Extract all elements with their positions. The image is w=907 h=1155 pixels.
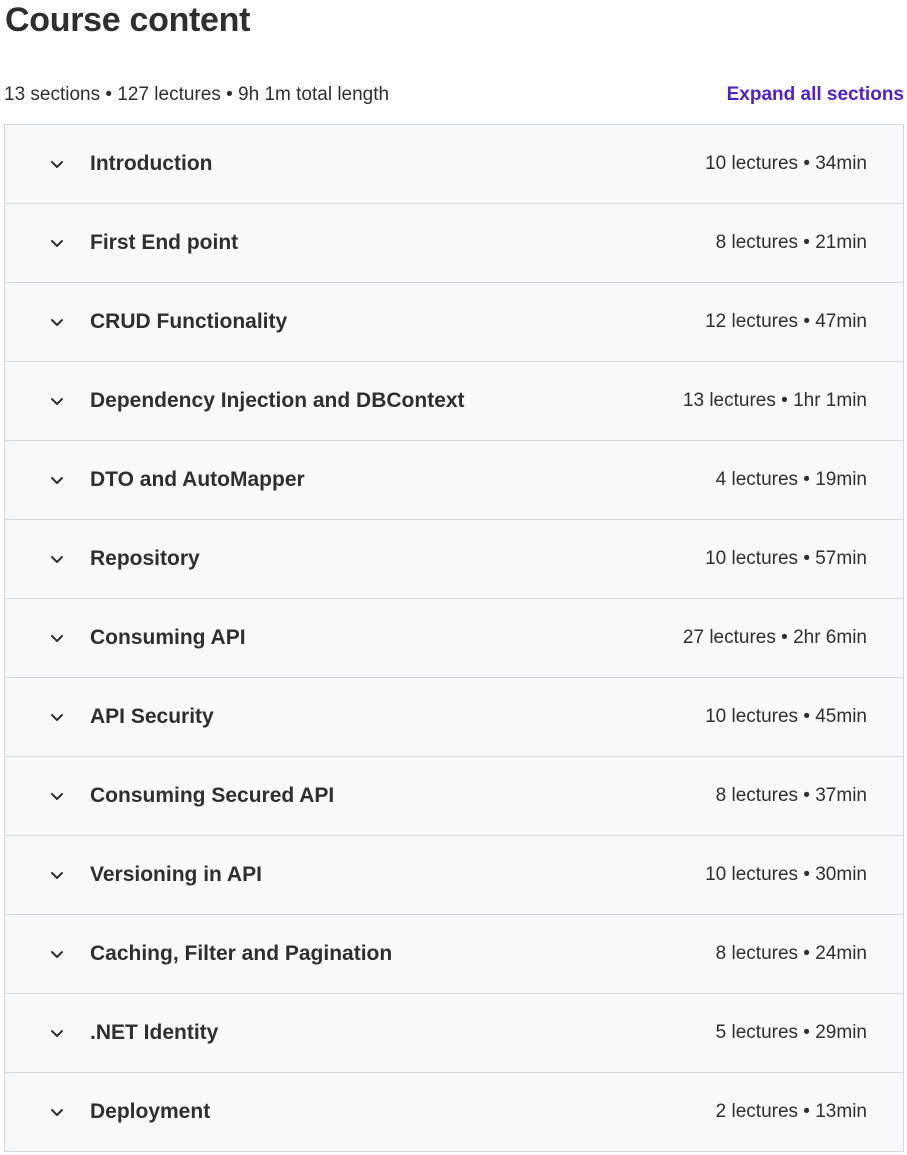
section-meta: 10 lectures • 34min [705, 153, 867, 174]
section-title: .NET Identity [90, 1021, 219, 1044]
section-row-dependency-injection[interactable] [5, 362, 903, 441]
section-row-dto-automapper[interactable] [5, 441, 903, 520]
section-row-caching-filter-pagination[interactable] [5, 915, 903, 994]
section-meta: 10 lectures • 57min [705, 548, 867, 569]
section-row-repository[interactable] [5, 520, 903, 599]
section-meta: 5 lectures • 29min [715, 1022, 867, 1043]
page-title: Course content [5, 1, 251, 39]
course-summary-text: 13 sections • 127 lectures • 9h 1m total length [4, 84, 390, 105]
section-meta: 10 lectures • 30min [705, 864, 867, 885]
section-meta: 8 lectures • 24min [715, 943, 867, 964]
chevron-down-icon [49, 788, 65, 804]
section-row-consuming-api[interactable] [5, 599, 903, 678]
section-list [4, 124, 904, 1152]
section-title: CRUD Functionality [90, 310, 288, 333]
chevron-down-icon [49, 867, 65, 883]
chevron-down-icon [49, 156, 65, 172]
section-meta: 12 lectures • 47min [705, 311, 867, 332]
chevron-down-icon [49, 1025, 65, 1041]
chevron-down-icon [49, 314, 65, 330]
section-title: First End point [90, 231, 239, 254]
section-title: API Security [90, 705, 214, 728]
section-row-net-identity[interactable] [5, 994, 903, 1073]
section-meta: 10 lectures • 45min [705, 706, 867, 727]
section-title: DTO and AutoMapper [90, 468, 305, 491]
section-row-introduction[interactable] [5, 125, 903, 204]
section-row-api-security[interactable] [5, 678, 903, 757]
section-meta: 27 lectures • 2hr 6min [682, 627, 867, 648]
section-meta: 8 lectures • 37min [715, 785, 867, 806]
chevron-down-icon [49, 235, 65, 251]
section-meta: 4 lectures • 19min [715, 469, 867, 490]
section-title: Consuming API [90, 626, 246, 649]
section-meta: 2 lectures • 13min [715, 1101, 867, 1122]
section-title: Consuming Secured API [90, 784, 335, 807]
chevron-down-icon [49, 393, 65, 409]
chevron-down-icon [49, 551, 65, 567]
section-row-consuming-secured-api[interactable] [5, 757, 903, 836]
section-title: Deployment [90, 1100, 211, 1123]
section-title: Dependency Injection and DBContext [90, 389, 465, 412]
chevron-down-icon [49, 946, 65, 962]
section-title: Introduction [90, 152, 213, 175]
section-row-crud-functionality[interactable] [5, 283, 903, 362]
section-meta: 13 lectures • 1hr 1min [682, 390, 867, 411]
section-row-versioning-in-api[interactable] [5, 836, 903, 915]
section-title: Repository [90, 547, 200, 570]
expand-all-sections-button[interactable]: Expand all sections [726, 84, 904, 105]
section-title: Versioning in API [90, 863, 262, 886]
course-summary-row [4, 80, 904, 110]
chevron-down-icon [49, 1104, 65, 1120]
section-meta: 8 lectures • 21min [715, 232, 867, 253]
chevron-down-icon [49, 472, 65, 488]
chevron-down-icon [49, 709, 65, 725]
section-row-deployment[interactable] [5, 1073, 903, 1151]
section-row-first-end-point[interactable] [5, 204, 903, 283]
chevron-down-icon [49, 630, 65, 646]
section-title: Caching, Filter and Pagination [90, 942, 393, 965]
